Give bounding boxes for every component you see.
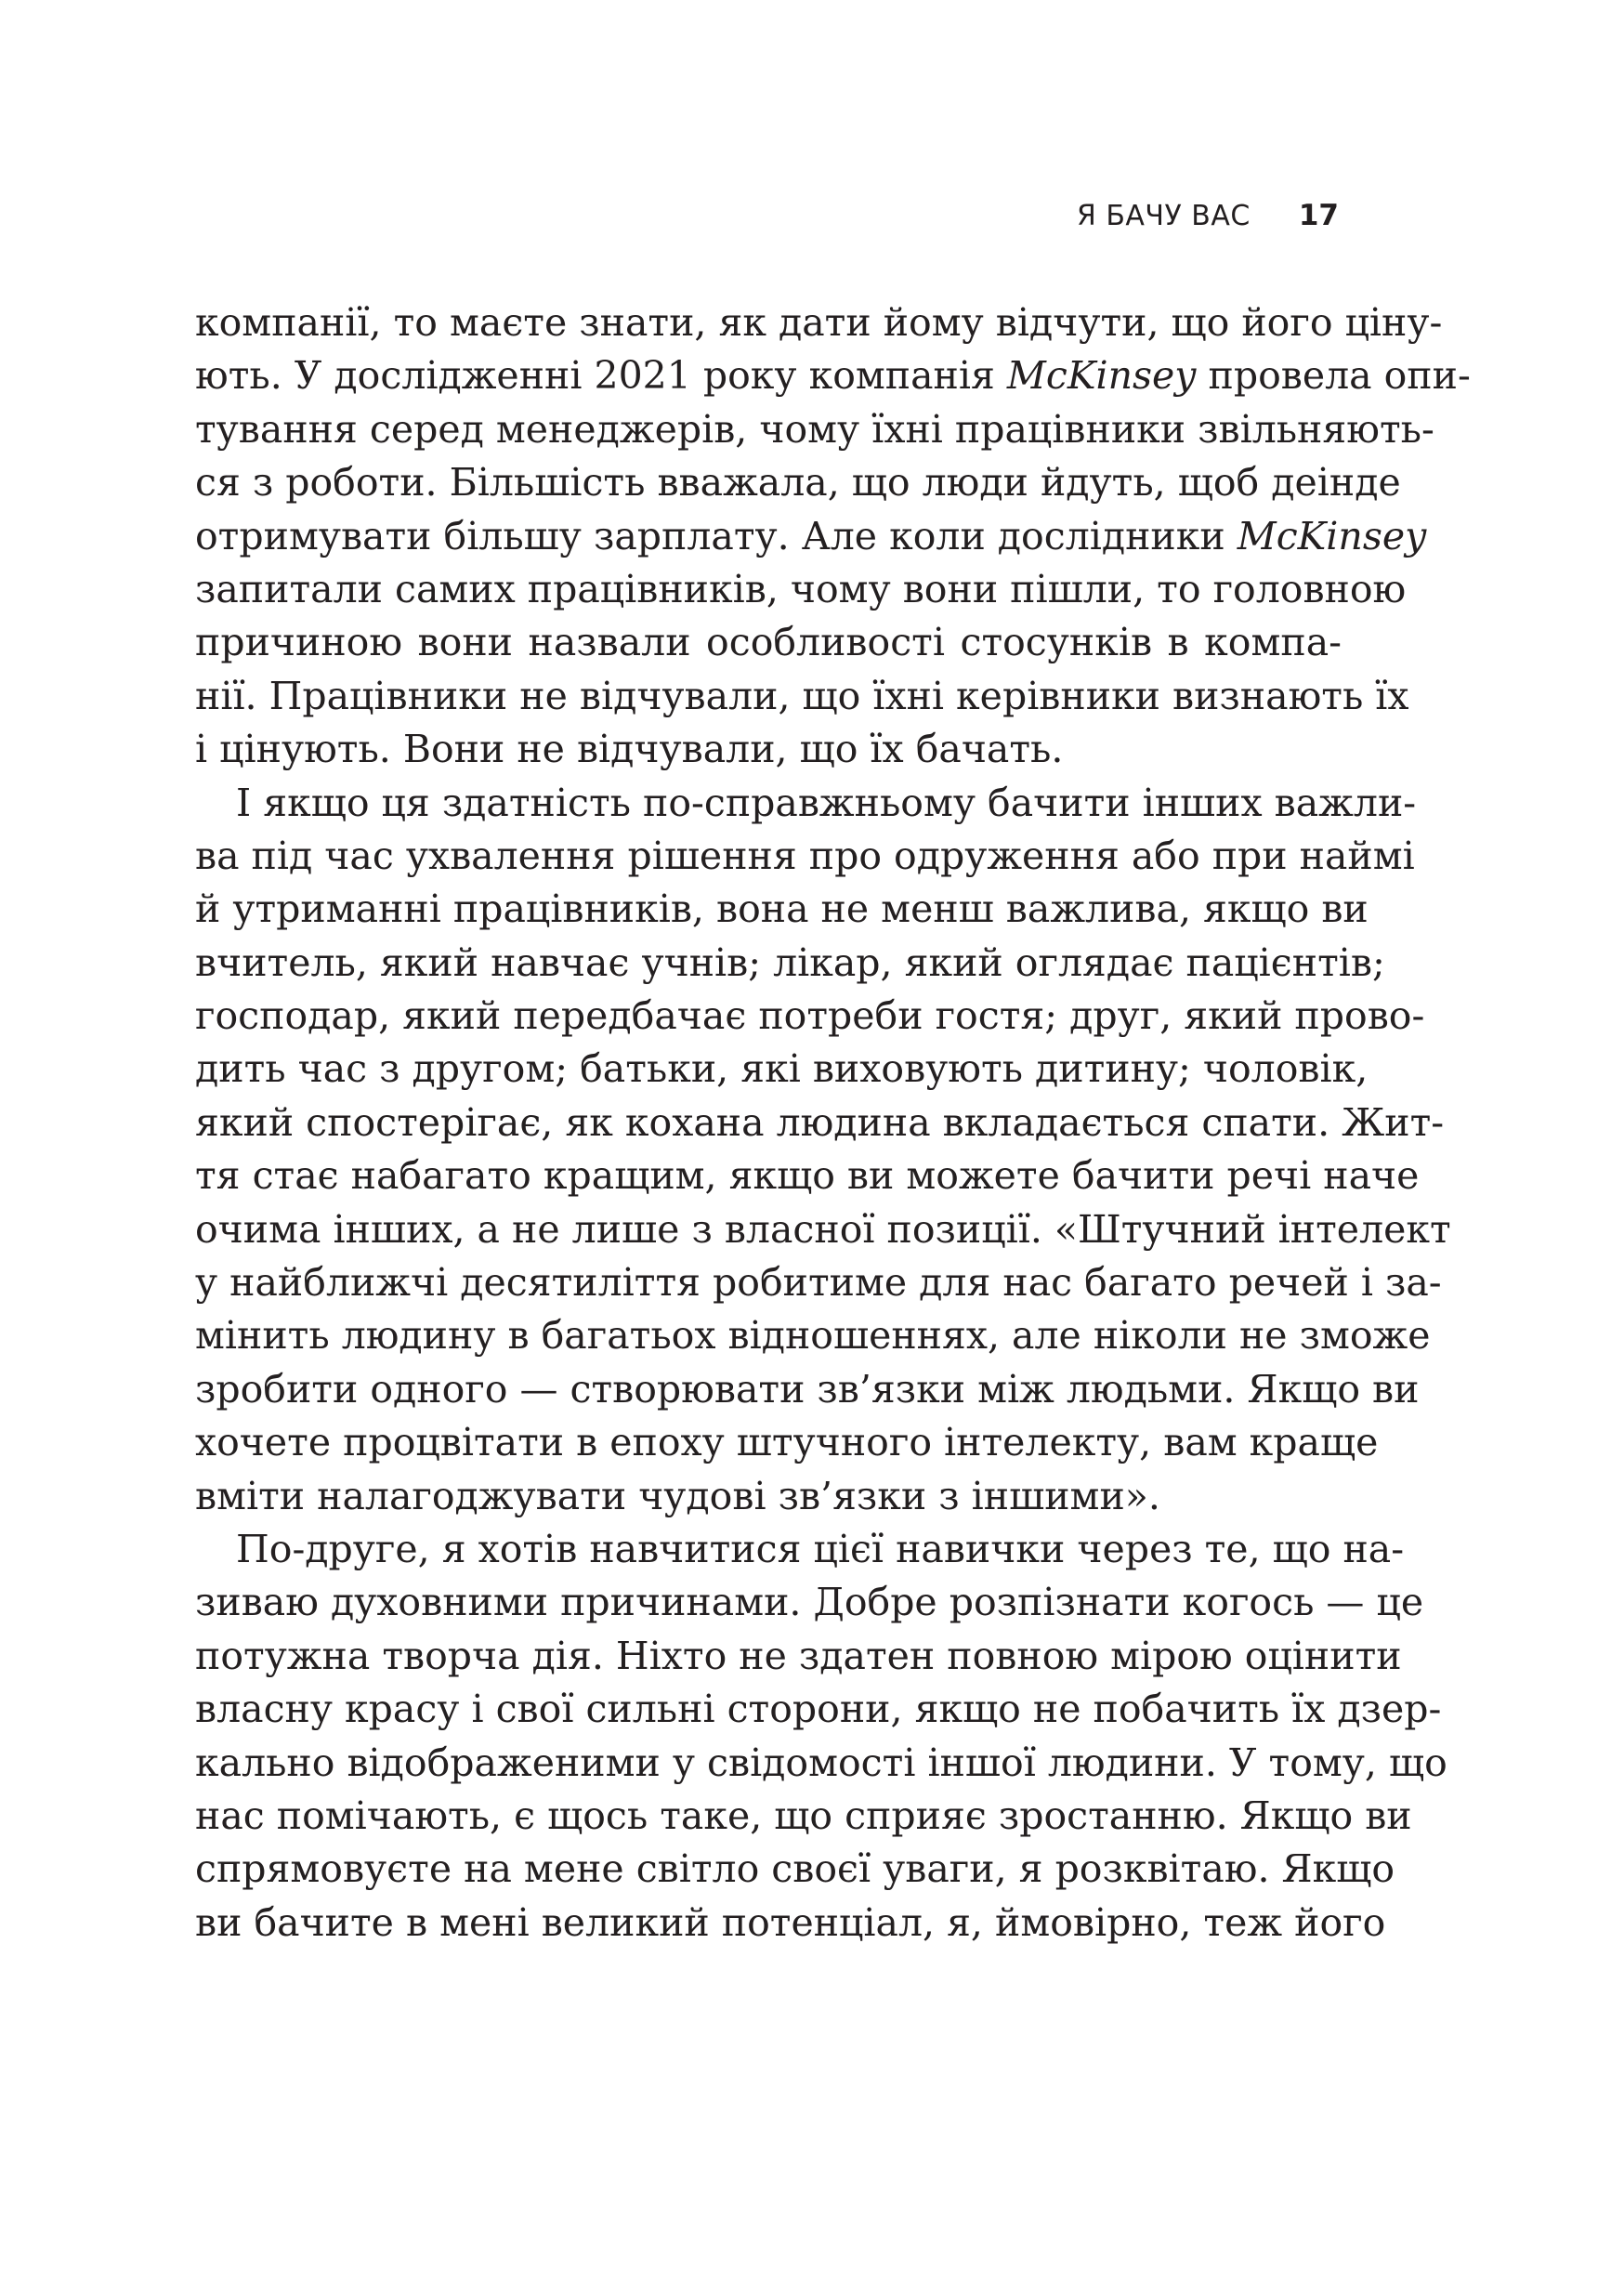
text-line [195,670,1409,723]
text-run: тя стає набагато кращим, якщо ви можете бачити речі наче [195,1153,1420,1199]
text-run: нії. Працівники не відчували, що їхні керівники визнають їх [195,673,1409,718]
text-run: ви бачите в мені великий потенціал, я, ймовірно, теж його [195,1899,1386,1945]
text-line [195,937,1385,990]
text-line [195,403,1434,456]
text-line [195,1256,1442,1309]
text-run: мінить людину в багатьох відношеннях, але ніколи не зможе [195,1313,1431,1359]
text-line [195,456,1401,509]
text-line [195,1523,1405,1576]
text-run: дить час з другом; батьки, які виховують дитину; чоловік, [195,1046,1369,1092]
text-run: у найближчі десятиліття робитиме для нас багато речей і за- [195,1260,1442,1306]
paragraph [195,296,1471,777]
text-run: господар, який передбачає потреби гостя; друг, який прово- [195,993,1425,1039]
text-line [195,1149,1420,1202]
paragraph [195,1523,1447,1950]
text-line [195,1203,1451,1256]
italic-text: McKinsey [1237,513,1427,558]
text-line [195,1843,1395,1896]
text-run: кально відображеними у свідомості іншої людини. У тому, що [195,1740,1447,1785]
text-run: який спостерігає, як кохана людина вкладається спати. Жит- [195,1099,1445,1145]
page-number: 17 [1298,199,1339,232]
text-run: власну красу і свої сильні сторони, якщо не побачить їх дзер- [195,1687,1442,1732]
text-run: нас помічають, є щось таке, що сприяє зростанню. Якщо ви [195,1793,1412,1838]
text-run: хочете процвітати в епоху штучного інтелекту, вам краще [195,1420,1379,1465]
text-run: провела опи- [1196,353,1471,399]
text-run: ють. У дослідженні 2021 року компанія [195,353,1007,399]
text-line [195,830,1415,883]
text-run: очима інших, а не лише з власної позиції. «Штучний інтелект [195,1206,1451,1252]
text-line [195,1683,1442,1736]
text-run: отримувати більшу зарплату. Але коли дослідники [195,513,1238,558]
text-line [195,1097,1445,1149]
text-line [195,1416,1379,1469]
text-line [195,1790,1412,1843]
text-run: спрямовуєте на мене світло своєї уваги, я розквітаю. Якщо [195,1846,1395,1892]
paragraph [195,777,1451,1523]
text-line [195,1897,1386,1950]
running-header [1077,199,1339,232]
text-line [195,1630,1402,1683]
italic-text: McKinsey [1006,353,1197,399]
text-line [195,1737,1447,1790]
text-line [195,510,1427,563]
text-run: потужна творча дія. Ніхто не здатен повною мірою оцінити [195,1633,1402,1678]
text-run: компанії, то маєте знати, як дати йому відчути, що його ціну- [195,300,1443,345]
body-text [195,296,1471,1950]
text-line [195,1043,1369,1096]
text-line [195,563,1407,616]
text-run: ся з роботи. Більшість вважала, що люди йдуть, щоб деінде [195,460,1401,506]
text-line [195,883,1369,936]
text-line [195,777,1417,830]
text-run: і цінують. Вони не відчували, що їх бачать. [195,727,1064,772]
text-run: запитали самих працівників, чому вони пішли, то головною [195,566,1407,611]
text-run: тування серед менеджерів, чому їхні працівники звільняють- [195,406,1434,452]
text-line [195,1309,1431,1362]
text-line [195,990,1425,1043]
text-run: ва під час ухвалення рішення про одруження або при наймі [195,833,1415,878]
text-run: причиною вони назвали особливості стосунків в компа- [195,620,1342,665]
text-line [195,616,1342,669]
text-line [195,1363,1420,1416]
text-line [195,1576,1424,1629]
text-run: І якщо ця здатність по-справжньому бачити інших важли- [236,780,1417,825]
text-run: зиваю духовними причинами. Добре розпізнати когось — це [195,1580,1424,1625]
text-line [195,1470,1342,1523]
text-line [195,723,1342,776]
text-run: По-друге, я хотів навчитися цієї навички через те, що на- [236,1526,1405,1571]
running-title: Я БАЧУ ВАС [1076,200,1251,232]
text-line [195,296,1443,349]
text-line [195,349,1471,402]
text-run: вміти налагоджувати чудові зв’язки з іншими». [195,1473,1160,1518]
text-run: й утриманні працівників, вона не менш важлива, якщо ви [195,886,1369,932]
text-run: зробити одного — створювати зв’язки між людьми. Якщо ви [195,1366,1420,1412]
text-run: вчитель, який навчає учнів; лікар, який оглядає пацієнтів; [195,939,1385,985]
